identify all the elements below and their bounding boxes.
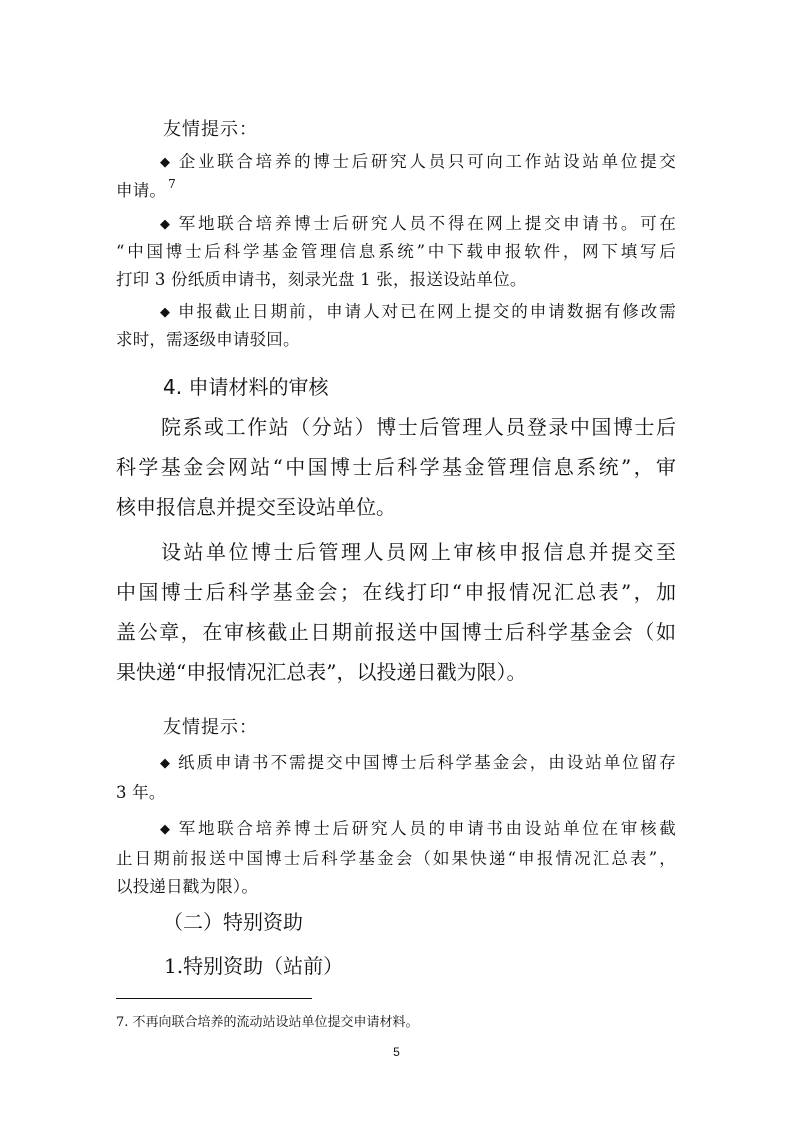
bullet-diamond-icon: ◆ — [160, 305, 171, 320]
tip1-bullet2-line3: 打印 3 份纸质申请书，刻录光盘 1 张，报送设站单位。 — [116, 270, 527, 289]
tips-title-2: 友情提示： — [163, 717, 258, 738]
special-funding-heading: （二）特别资助 — [163, 910, 303, 934]
tip2-bullet1-line2: 3 年。 — [116, 783, 166, 802]
tip2-bullet2-line3: 以投递日戳为限）。 — [116, 877, 259, 896]
section4-p2-line2: 中国博士后科学基金会；在线打印“申报情况汇总表”，加 — [116, 580, 676, 604]
bullet-diamond-icon: ◆ — [160, 822, 171, 837]
tip1-bullet2-line1: ◆ 军地联合培养博士后研究人员不得在网上提交申请书。可在 — [160, 214, 676, 233]
tip1-bullet1-line2: 申请。 $^7$ — [116, 177, 176, 200]
bullet-diamond-icon: ◆ — [160, 155, 171, 170]
footnote-7: 7. 不再向联合培养的流动站设站单位提交申请材料。 — [116, 1015, 419, 1030]
section-4-heading: 4. 申请材料的审核 — [163, 375, 329, 399]
tip2-bullet2-line1: ◆ 军地联合培养博士后研究人员的申请书由设站单位在审核截 — [160, 819, 676, 838]
section4-p1-line1: 院系或工作站（分站）博士后管理人员登录中国博士后 — [161, 415, 676, 439]
tip1-bullet2-line2: “中国博士后科学基金管理信息系统”中下载申报软件，网下填写后 — [116, 242, 676, 261]
tip1-bullet1-line1: ◆ 企业联合培养的博士后研究人员只可向工作站设站单位提交 — [160, 152, 676, 171]
tip2-bullet1-line1: ◆ 纸质申请书不需提交中国博士后科学基金会，由设站单位留存 — [160, 753, 676, 772]
footnote-ref: 7 — [168, 177, 176, 191]
page-number: 5 — [393, 1045, 400, 1059]
section4-p2-line1: 设站单位博士后管理人员网上审核申报信息并提交至 — [161, 540, 676, 564]
footnote-separator — [116, 998, 312, 999]
tip1-bullet3-line2: 求时，需逐级申请驳回。 — [116, 330, 300, 349]
section4-p1-line3: 核申报信息并提交至设站单位。 — [116, 495, 396, 519]
tip2-bullet2-line2: 止日期前报送中国博士后科学基金会（如果快递“申报情况汇总表”， — [116, 849, 676, 868]
section4-p2-line4: 果快递“申报情况汇总表”，以投递日戳为限）。 — [116, 660, 527, 684]
bullet-diamond-icon: ◆ — [160, 217, 171, 232]
section4-p2-line3: 盖公章，在审核截止日期前报送中国博士后科学基金会（如 — [116, 620, 676, 644]
tip1-bullet3-line1: ◆ 申报截止日期前，申请人对已在网上提交的申请数据有修改需 — [160, 302, 676, 321]
bullet-diamond-icon: ◆ — [160, 756, 171, 771]
tips-title-1: 友情提示： — [163, 119, 258, 140]
section4-p1-line2: 科学基金会网站“中国博士后科学基金管理信息系统”，审 — [116, 455, 676, 479]
special-funding-subheading: 1.特别资助（站前） — [164, 954, 344, 978]
